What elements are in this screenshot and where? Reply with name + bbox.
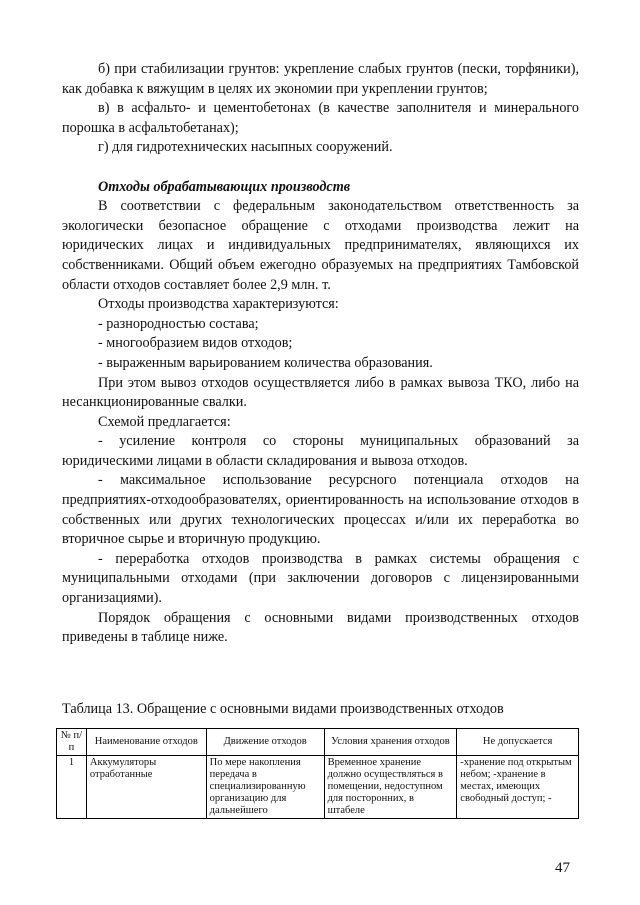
paragraph: В соответствии с федеральным законодательством ответственность за экологически безопасное обращение с отходами производства лежит на юридических лицах и индивидуальных предпринимателях, являющихся их собственниками. Общий объем ежегодно образуемых на предприятиях Тамбовской области отходов составляет более 2,9 млн. т.: [62, 198, 579, 293]
list-item: - многообразием видов отходов;: [98, 335, 293, 352]
paragraph: Отходы производства характеризуются:: [98, 296, 339, 313]
header-not-allowed: Не допускается: [457, 729, 579, 756]
header-storage-conditions: Условия хранения отходов: [324, 729, 457, 756]
table-header-row: [57, 729, 579, 756]
table-row: [57, 756, 579, 819]
paragraph: При этом вывоз отходов осуществляется либо в рамках вывоза ТКО, либо на несанкционированные свалки.: [62, 374, 579, 411]
header-number: № п/п: [57, 729, 87, 756]
paragraph: в) в асфальто- и цементобетонах (в качестве заполнителя и минерального порошка в асфальтобетанах);: [62, 100, 579, 136]
cell-number: 1: [57, 756, 87, 819]
header-waste-name: Наименование отходов: [86, 729, 206, 756]
header-waste-movement: Движение отходов: [206, 729, 324, 756]
list-item: - усиление контроля со стороны муниципальных образований за юридическими лицами в области складирования и вывоза отходов.: [62, 433, 579, 469]
cell-not-allowed: -хранение под открытым небом; -хранение в местах, имеющих свободный доступ; -: [457, 756, 579, 819]
list-item: - выраженным варьированием количества образования.: [98, 354, 433, 371]
list-item: - переработка отходов производства в рамках системы обращения с муниципальными отходами (при заключении договоров с лицензированными организациями).: [62, 550, 579, 607]
paragraph: Порядок обращения с основными видами производственных отходов приведены в таблице ниже.: [62, 609, 579, 646]
section-heading: Отходы обрабатывающих производств: [98, 178, 351, 195]
cell-waste-movement: По мере накопления передача в специализированную организацию для дальнейшего: [206, 756, 324, 819]
list-item: - максимальное использование ресурсного потенциала отходов на предприятиях-отходообразователях, ориентированность на использование отходов в собственных или других технологических процессах и/или их переработка во вторичное сырье и вторичную продукцию.: [62, 472, 579, 548]
paragraph: Схемой предлагается:: [98, 413, 231, 430]
list-item: - разнородностью состава;: [98, 315, 259, 332]
page-number: 47: [555, 860, 570, 876]
table-caption: Таблица 13. Обращение с основными видами производственных отходов: [62, 701, 504, 717]
page-bottom-margin: [0, 824, 640, 854]
waste-handling-table: [56, 728, 579, 819]
cell-waste-name: Аккумуляторы отработанные: [86, 756, 206, 819]
cell-storage-conditions: Временное хранение должно осуществляться в помещении, недоступном для посторонних, в штабеле: [324, 756, 457, 819]
body-text: [62, 60, 579, 648]
paragraph: г) для гидротехнических насыпных сооружений.: [98, 139, 393, 156]
paragraph: б) при стабилизации грунтов: укрепление слабых грунтов (пески, торфяники), как добавка к вяжущим в целях их экономии при укреплении грунтов;: [62, 61, 579, 97]
